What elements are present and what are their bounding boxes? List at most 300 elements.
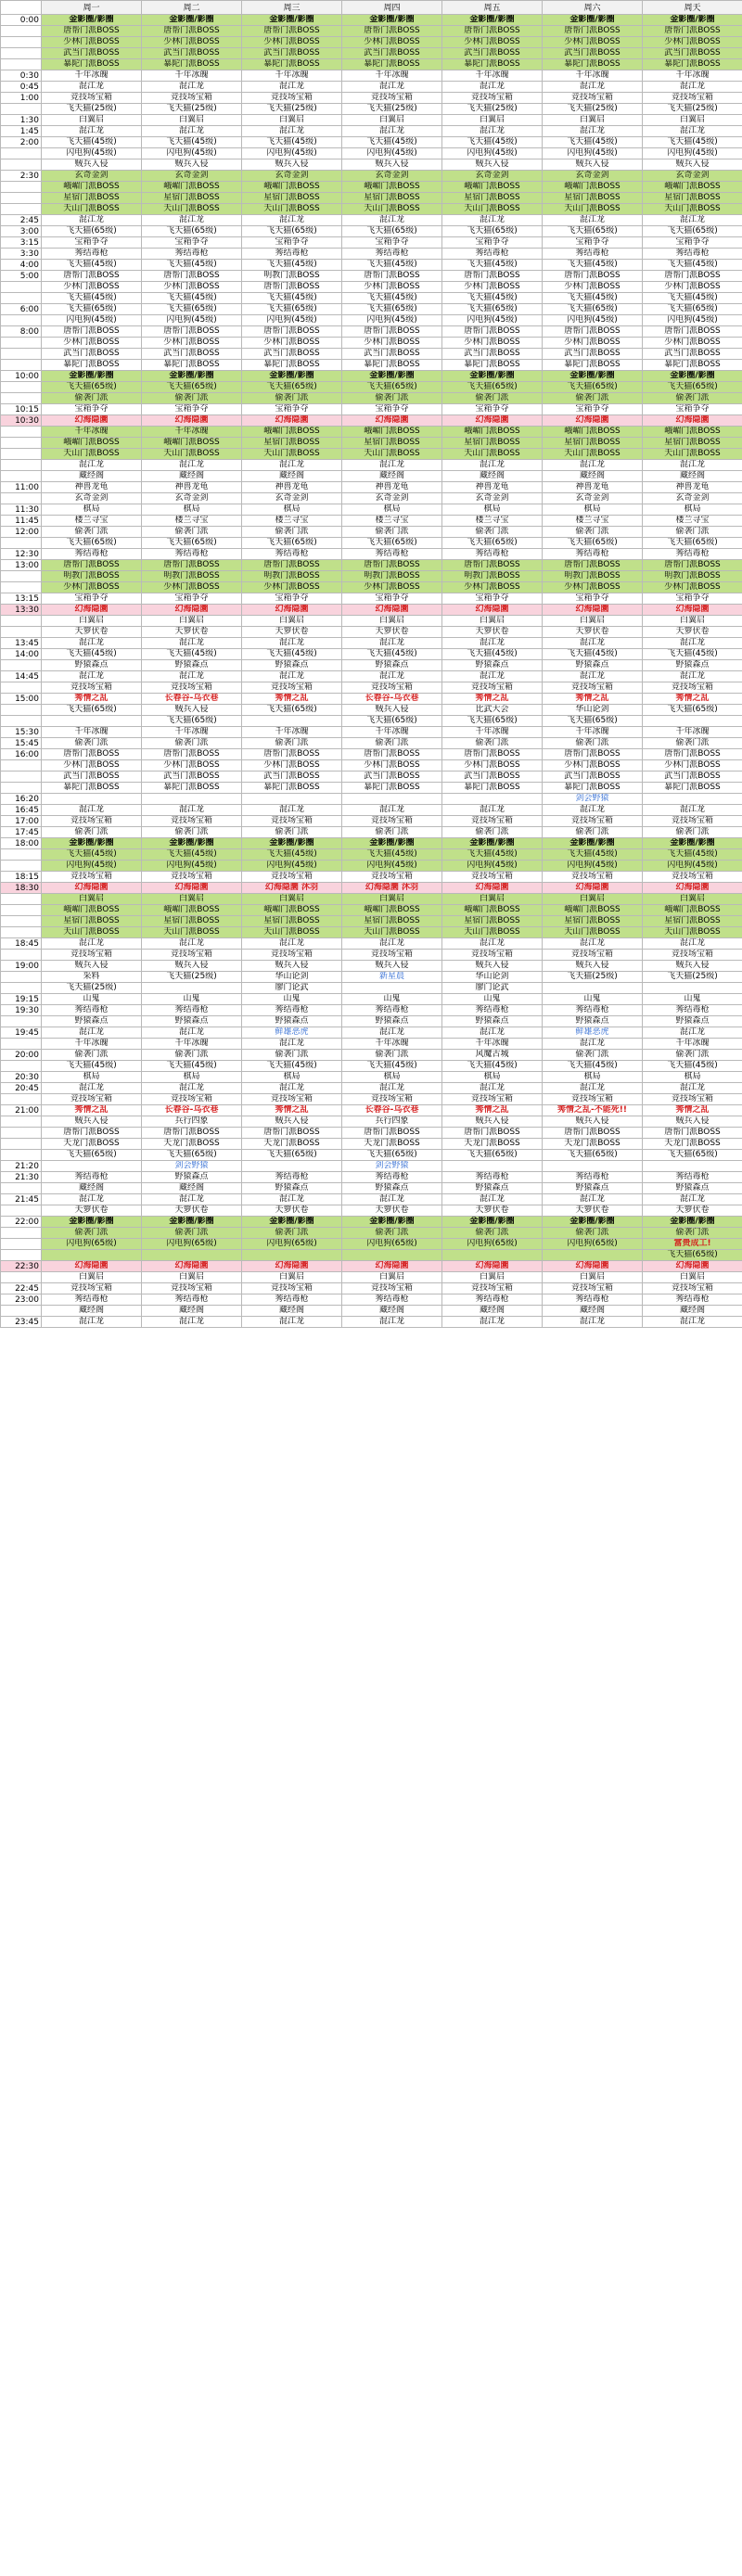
event-cell[interactable] [442, 1217, 543, 1228]
event-cell[interactable] [42, 950, 142, 961]
event-cell[interactable] [442, 783, 543, 794]
event-cell[interactable] [442, 605, 543, 616]
event-cell[interactable] [142, 304, 242, 315]
event-cell[interactable] [342, 705, 442, 716]
event-cell[interactable] [342, 104, 442, 115]
event-cell[interactable] [42, 493, 142, 504]
event-cell[interactable] [242, 838, 342, 849]
event-cell[interactable] [142, 961, 242, 972]
event-cell[interactable] [643, 315, 742, 326]
event-cell[interactable] [543, 126, 643, 137]
event-cell[interactable] [242, 671, 342, 682]
event-cell[interactable] [342, 304, 442, 315]
event-cell[interactable] [643, 371, 742, 382]
event-cell[interactable] [643, 627, 742, 638]
event-cell[interactable] [643, 349, 742, 360]
event-cell[interactable] [142, 1116, 242, 1128]
event-cell[interactable] [242, 1039, 342, 1050]
event-cell[interactable] [242, 816, 342, 827]
event-cell[interactable] [242, 26, 342, 37]
event-cell[interactable] [643, 950, 742, 961]
event-cell[interactable] [643, 694, 742, 705]
event-cell[interactable] [543, 48, 643, 59]
event-cell[interactable] [142, 237, 242, 249]
event-cell[interactable] [342, 527, 442, 538]
event-cell[interactable] [643, 1072, 742, 1083]
event-cell[interactable] [42, 1261, 142, 1272]
event-cell[interactable] [442, 1194, 543, 1205]
event-cell[interactable] [242, 104, 342, 115]
event-cell[interactable] [442, 260, 543, 271]
event-cell[interactable] [543, 1061, 643, 1072]
event-cell[interactable] [142, 682, 242, 694]
event-cell[interactable] [342, 961, 442, 972]
event-cell[interactable] [142, 916, 242, 927]
event-cell[interactable] [643, 849, 742, 861]
event-cell[interactable] [342, 59, 442, 70]
event-cell[interactable] [142, 48, 242, 59]
event-cell[interactable] [42, 783, 142, 794]
event-cell[interactable] [442, 794, 543, 805]
event-cell[interactable] [242, 137, 342, 148]
event-cell[interactable] [242, 760, 342, 772]
event-cell[interactable] [242, 1005, 342, 1016]
event-cell[interactable] [242, 393, 342, 404]
event-cell[interactable] [543, 349, 643, 360]
event-cell[interactable] [442, 15, 543, 26]
event-cell[interactable] [142, 849, 242, 861]
event-cell[interactable] [543, 360, 643, 371]
event-cell[interactable] [342, 404, 442, 415]
event-cell[interactable] [42, 1105, 142, 1116]
event-cell[interactable] [342, 883, 442, 894]
event-cell[interactable] [42, 660, 142, 671]
event-cell[interactable] [242, 705, 342, 716]
event-cell[interactable] [643, 1027, 742, 1039]
event-cell[interactable] [543, 204, 643, 215]
event-cell[interactable] [142, 716, 242, 727]
event-cell[interactable] [242, 1061, 342, 1072]
event-cell[interactable] [142, 972, 242, 983]
event-cell[interactable] [442, 516, 543, 527]
event-cell[interactable] [242, 849, 342, 861]
event-cell[interactable] [643, 360, 742, 371]
event-cell[interactable] [242, 1205, 342, 1217]
event-cell[interactable] [242, 226, 342, 237]
event-cell[interactable] [342, 927, 442, 938]
event-cell[interactable] [543, 938, 643, 950]
event-cell[interactable] [142, 994, 242, 1005]
event-cell[interactable] [142, 59, 242, 70]
event-cell[interactable] [442, 1005, 543, 1016]
event-cell[interactable] [342, 504, 442, 516]
event-cell[interactable] [142, 1061, 242, 1072]
event-cell[interactable] [643, 271, 742, 282]
event-cell[interactable] [643, 159, 742, 171]
event-cell[interactable] [142, 883, 242, 894]
event-cell[interactable] [442, 70, 543, 82]
event-cell[interactable] [543, 493, 643, 504]
event-cell[interactable] [42, 1250, 142, 1261]
event-cell[interactable] [643, 449, 742, 460]
event-cell[interactable] [42, 593, 142, 605]
event-cell[interactable] [42, 1027, 142, 1039]
event-cell[interactable] [442, 282, 543, 293]
event-cell[interactable] [42, 237, 142, 249]
event-cell[interactable] [442, 271, 543, 282]
event-cell[interactable] [543, 293, 643, 304]
event-cell[interactable] [643, 82, 742, 93]
event-cell[interactable] [42, 705, 142, 716]
event-cell[interactable] [242, 59, 342, 70]
event-cell[interactable] [543, 1027, 643, 1039]
event-cell[interactable] [242, 82, 342, 93]
event-cell[interactable] [543, 760, 643, 772]
event-cell[interactable] [643, 126, 742, 137]
event-cell[interactable] [42, 549, 142, 560]
event-cell[interactable] [342, 560, 442, 571]
event-cell[interactable] [643, 1317, 742, 1328]
event-cell[interactable] [342, 82, 442, 93]
event-cell[interactable] [42, 360, 142, 371]
event-cell[interactable] [442, 538, 543, 549]
event-cell[interactable] [42, 70, 142, 82]
event-cell[interactable] [42, 1205, 142, 1217]
event-cell[interactable] [442, 193, 543, 204]
event-cell[interactable] [643, 894, 742, 905]
event-cell[interactable] [242, 404, 342, 415]
event-cell[interactable] [342, 1061, 442, 1072]
event-cell[interactable] [543, 82, 643, 93]
event-cell[interactable] [543, 1194, 643, 1205]
event-cell[interactable] [543, 682, 643, 694]
event-cell[interactable] [442, 415, 543, 427]
event-cell[interactable] [643, 1283, 742, 1294]
event-cell[interactable] [142, 1183, 242, 1194]
event-cell[interactable] [242, 1239, 342, 1250]
event-cell[interactable] [643, 560, 742, 571]
event-cell[interactable] [643, 760, 742, 772]
event-cell[interactable] [442, 1228, 543, 1239]
event-cell[interactable] [342, 682, 442, 694]
event-cell[interactable] [543, 304, 643, 315]
event-cell[interactable] [142, 516, 242, 527]
event-cell[interactable] [543, 972, 643, 983]
event-cell[interactable] [442, 438, 543, 449]
event-cell[interactable] [242, 148, 342, 159]
event-cell[interactable] [242, 749, 342, 760]
event-cell[interactable] [543, 1161, 643, 1172]
event-cell[interactable] [442, 460, 543, 471]
event-cell[interactable] [242, 861, 342, 872]
event-cell[interactable] [242, 1228, 342, 1239]
event-cell[interactable] [643, 616, 742, 627]
event-cell[interactable] [543, 1105, 643, 1116]
event-cell[interactable] [543, 605, 643, 616]
event-cell[interactable] [42, 1194, 142, 1205]
event-cell[interactable] [543, 1283, 643, 1294]
event-cell[interactable] [142, 649, 242, 660]
event-cell[interactable] [643, 115, 742, 126]
event-cell[interactable] [142, 616, 242, 627]
event-cell[interactable] [242, 37, 342, 48]
event-cell[interactable] [142, 772, 242, 783]
event-cell[interactable] [643, 1250, 742, 1261]
event-cell[interactable] [42, 48, 142, 59]
event-cell[interactable] [442, 827, 543, 838]
event-cell[interactable] [442, 950, 543, 961]
event-cell[interactable] [643, 794, 742, 805]
event-cell[interactable] [643, 204, 742, 215]
event-cell[interactable] [42, 938, 142, 950]
event-cell[interactable] [442, 1250, 543, 1261]
event-cell[interactable] [242, 93, 342, 104]
event-cell[interactable] [142, 360, 242, 371]
event-cell[interactable] [543, 382, 643, 393]
event-cell[interactable] [543, 516, 643, 527]
event-cell[interactable] [442, 48, 543, 59]
event-cell[interactable] [442, 226, 543, 237]
event-cell[interactable] [242, 1172, 342, 1183]
event-cell[interactable] [543, 716, 643, 727]
event-cell[interactable] [543, 872, 643, 883]
event-cell[interactable] [142, 315, 242, 326]
event-cell[interactable] [442, 1150, 543, 1161]
event-cell[interactable] [342, 805, 442, 816]
event-cell[interactable] [543, 482, 643, 493]
event-cell[interactable] [643, 838, 742, 849]
event-cell[interactable] [342, 983, 442, 994]
event-cell[interactable] [42, 1294, 142, 1306]
event-cell[interactable] [543, 994, 643, 1005]
event-cell[interactable] [242, 582, 342, 593]
event-cell[interactable] [42, 1116, 142, 1128]
event-cell[interactable] [543, 171, 643, 182]
event-cell[interactable] [142, 1294, 242, 1306]
event-cell[interactable] [342, 1161, 442, 1172]
event-cell[interactable] [42, 894, 142, 905]
event-cell[interactable] [543, 315, 643, 326]
event-cell[interactable] [543, 1306, 643, 1317]
event-cell[interactable] [643, 916, 742, 927]
event-cell[interactable] [342, 1027, 442, 1039]
event-cell[interactable] [442, 1105, 543, 1116]
event-cell[interactable] [242, 360, 342, 371]
event-cell[interactable] [242, 193, 342, 204]
event-cell[interactable] [442, 849, 543, 861]
event-cell[interactable] [142, 382, 242, 393]
event-cell[interactable] [442, 983, 543, 994]
event-cell[interactable] [42, 794, 142, 805]
event-cell[interactable] [42, 627, 142, 638]
event-cell[interactable] [442, 1061, 543, 1072]
event-cell[interactable] [442, 93, 543, 104]
event-cell[interactable] [142, 249, 242, 260]
event-cell[interactable] [242, 249, 342, 260]
event-cell[interactable] [142, 983, 242, 994]
event-cell[interactable] [42, 961, 142, 972]
event-cell[interactable] [142, 660, 242, 671]
event-cell[interactable] [442, 315, 543, 326]
event-cell[interactable] [242, 994, 342, 1005]
event-cell[interactable] [142, 260, 242, 271]
event-cell[interactable] [543, 427, 643, 438]
event-cell[interactable] [342, 349, 442, 360]
event-cell[interactable] [543, 950, 643, 961]
event-cell[interactable] [342, 1050, 442, 1061]
event-cell[interactable] [543, 1005, 643, 1016]
event-cell[interactable] [442, 360, 543, 371]
event-cell[interactable] [242, 1128, 342, 1139]
event-cell[interactable] [342, 950, 442, 961]
event-cell[interactable] [142, 894, 242, 905]
event-cell[interactable] [643, 104, 742, 115]
event-cell[interactable] [643, 237, 742, 249]
event-cell[interactable] [543, 738, 643, 749]
event-cell[interactable] [42, 171, 142, 182]
event-cell[interactable] [242, 538, 342, 549]
event-cell[interactable] [643, 816, 742, 827]
event-cell[interactable] [543, 115, 643, 126]
event-cell[interactable] [543, 1172, 643, 1183]
event-cell[interactable] [42, 393, 142, 404]
event-cell[interactable] [242, 1283, 342, 1294]
event-cell[interactable] [242, 950, 342, 961]
event-cell[interactable] [42, 1050, 142, 1061]
event-cell[interactable] [643, 827, 742, 838]
event-cell[interactable] [442, 1183, 543, 1194]
event-cell[interactable] [142, 159, 242, 171]
event-cell[interactable] [643, 1172, 742, 1183]
event-cell[interactable] [643, 682, 742, 694]
event-cell[interactable] [342, 516, 442, 527]
event-cell[interactable] [142, 182, 242, 193]
event-cell[interactable] [142, 326, 242, 338]
event-cell[interactable] [643, 1272, 742, 1283]
event-cell[interactable] [643, 504, 742, 516]
event-cell[interactable] [342, 827, 442, 838]
event-cell[interactable] [142, 1317, 242, 1328]
event-cell[interactable] [42, 983, 142, 994]
event-cell[interactable] [342, 649, 442, 660]
event-cell[interactable] [142, 705, 242, 716]
event-cell[interactable] [42, 1228, 142, 1239]
event-cell[interactable] [142, 393, 242, 404]
event-cell[interactable] [643, 326, 742, 338]
event-cell[interactable] [342, 1083, 442, 1094]
event-cell[interactable] [242, 159, 342, 171]
event-cell[interactable] [142, 582, 242, 593]
event-cell[interactable] [142, 1139, 242, 1150]
event-cell[interactable] [242, 605, 342, 616]
event-cell[interactable] [42, 883, 142, 894]
event-cell[interactable] [342, 627, 442, 638]
event-cell[interactable] [342, 70, 442, 82]
event-cell[interactable] [643, 15, 742, 26]
event-cell[interactable] [543, 894, 643, 905]
event-cell[interactable] [643, 983, 742, 994]
event-cell[interactable] [342, 326, 442, 338]
event-cell[interactable] [42, 260, 142, 271]
event-cell[interactable] [643, 193, 742, 204]
event-cell[interactable] [643, 1239, 742, 1250]
event-cell[interactable] [342, 93, 442, 104]
event-cell[interactable] [643, 1005, 742, 1016]
event-cell[interactable] [342, 593, 442, 605]
event-cell[interactable] [142, 861, 242, 872]
event-cell[interactable] [142, 838, 242, 849]
event-cell[interactable] [543, 927, 643, 938]
event-cell[interactable] [643, 605, 742, 616]
event-cell[interactable] [342, 15, 442, 26]
event-cell[interactable] [42, 471, 142, 482]
event-cell[interactable] [543, 916, 643, 927]
event-cell[interactable] [242, 293, 342, 304]
event-cell[interactable] [643, 872, 742, 883]
event-cell[interactable] [342, 872, 442, 883]
event-cell[interactable] [442, 1272, 543, 1283]
event-cell[interactable] [142, 1283, 242, 1294]
event-cell[interactable] [42, 482, 142, 493]
event-cell[interactable] [342, 816, 442, 827]
event-cell[interactable] [643, 571, 742, 582]
event-cell[interactable] [342, 115, 442, 126]
event-cell[interactable] [543, 838, 643, 849]
event-cell[interactable] [543, 671, 643, 682]
event-cell[interactable] [142, 1217, 242, 1228]
event-cell[interactable] [242, 382, 342, 393]
event-cell[interactable] [42, 516, 142, 527]
event-cell[interactable] [342, 427, 442, 438]
event-cell[interactable] [42, 1083, 142, 1094]
event-cell[interactable] [142, 404, 242, 415]
event-cell[interactable] [242, 460, 342, 471]
event-cell[interactable] [442, 616, 543, 627]
event-cell[interactable] [242, 961, 342, 972]
event-cell[interactable] [142, 549, 242, 560]
event-cell[interactable] [342, 1250, 442, 1261]
event-cell[interactable] [643, 404, 742, 415]
event-cell[interactable] [142, 593, 242, 605]
event-cell[interactable] [142, 1306, 242, 1317]
event-cell[interactable] [142, 282, 242, 293]
event-cell[interactable] [142, 449, 242, 460]
event-cell[interactable] [342, 582, 442, 593]
event-cell[interactable] [643, 1294, 742, 1306]
event-cell[interactable] [142, 93, 242, 104]
event-cell[interactable] [142, 671, 242, 682]
event-cell[interactable] [42, 404, 142, 415]
event-cell[interactable] [242, 638, 342, 649]
event-cell[interactable] [643, 972, 742, 983]
event-cell[interactable] [643, 182, 742, 193]
event-cell[interactable] [442, 838, 543, 849]
event-cell[interactable] [342, 126, 442, 137]
event-cell[interactable] [543, 1139, 643, 1150]
event-cell[interactable] [342, 616, 442, 627]
event-cell[interactable] [643, 1306, 742, 1317]
event-cell[interactable] [442, 938, 543, 950]
event-cell[interactable] [442, 215, 543, 226]
event-cell[interactable] [543, 1261, 643, 1272]
event-cell[interactable] [142, 1194, 242, 1205]
event-cell[interactable] [342, 1228, 442, 1239]
event-cell[interactable] [42, 349, 142, 360]
event-cell[interactable] [643, 582, 742, 593]
event-cell[interactable] [342, 237, 442, 249]
event-cell[interactable] [543, 393, 643, 404]
event-cell[interactable] [142, 1250, 242, 1261]
